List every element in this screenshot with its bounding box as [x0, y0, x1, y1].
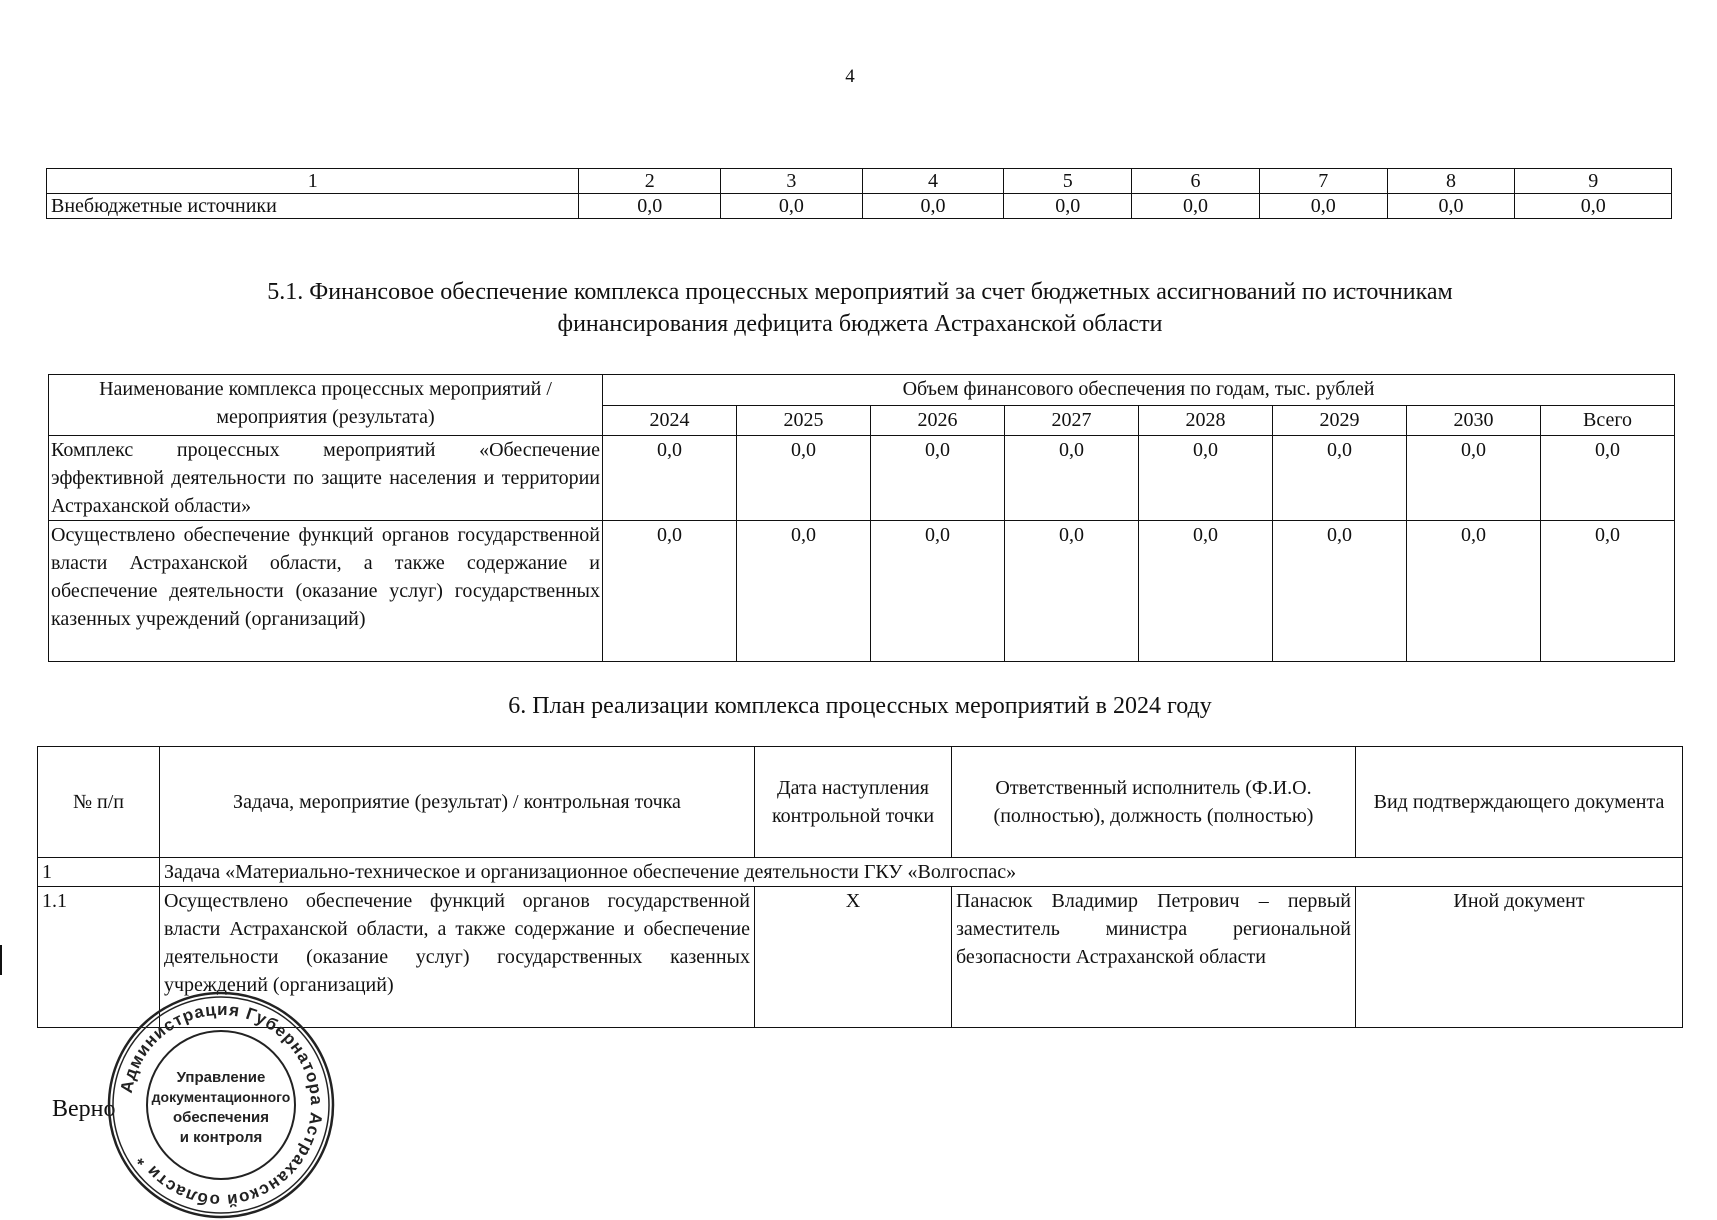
- col-header-volume: Объем финансового обеспечения по годам, тыс. рублей: [603, 375, 1675, 406]
- col-number: 6: [1132, 169, 1260, 194]
- value-cell: 0,0: [1004, 194, 1132, 219]
- stamp-center-line: Управление: [176, 1069, 266, 1086]
- value-cell: 0,0: [1139, 521, 1273, 662]
- table-row: [49, 436, 1675, 521]
- value-cell: 0,0: [1005, 436, 1139, 521]
- col-header-year: 2030: [1407, 405, 1541, 436]
- col-header-year: 2029: [1273, 405, 1407, 436]
- col-header-responsible: Ответственный исполнитель (Ф.И.О. (полностью), должность (полностью): [952, 747, 1356, 858]
- page-number: 4: [845, 66, 855, 87]
- col-number: 9: [1515, 169, 1672, 194]
- item-text: Осуществлено обеспечение функций органов государственной власти Астраханской области, а также содержание и обеспечение деятельности (оказание услуг) государственных казенных учреждений (организаций): [160, 887, 755, 1028]
- stamp-center-line: и контроля: [179, 1129, 263, 1146]
- value-cell: 0,0: [1259, 194, 1387, 219]
- value-cell: 0,0: [1407, 521, 1541, 662]
- col-header-document: Вид подтверждающего документа: [1356, 747, 1683, 858]
- value-cell: 0,0: [862, 194, 1004, 219]
- table-row: [49, 521, 1675, 662]
- col-header-name: Наименование комплекса процессных мероприятий / мероприятия (результата): [49, 375, 603, 436]
- value-cell: 0,0: [871, 436, 1005, 521]
- value-cell: 0,0: [1273, 521, 1407, 662]
- value-cell: 0,0: [1139, 436, 1273, 521]
- col-number: 4: [862, 169, 1004, 194]
- section-5-1-heading: [40, 276, 1680, 340]
- stamp-center-line: обеспечения: [172, 1109, 270, 1126]
- value-cell: 0,0: [737, 521, 871, 662]
- col-header-total: Всего: [1541, 405, 1675, 436]
- value-cell: 0,0: [603, 521, 737, 662]
- stamp-inner-ring: [147, 1031, 295, 1179]
- col-header-number: № п/п: [38, 747, 160, 858]
- item-document: Иной документ: [1356, 887, 1683, 1028]
- row-name: Осуществлено обеспечение функций органов государственной власти Астраханской области, а также содержание и обеспечение деятельности (оказание услуг) государственных казенных учреждений (организаций): [49, 521, 603, 662]
- col-number: 1: [47, 169, 579, 194]
- value-cell: 0,0: [1541, 521, 1675, 662]
- col-header-year: 2028: [1139, 405, 1273, 436]
- section-6-heading: 6. План реализации комплекса процессных мероприятий в 2024 году: [508, 693, 1212, 719]
- task-text: Задача «Материально-техническое и организационное обеспечение деятельности ГКУ «Волгоспас»: [160, 858, 1683, 887]
- col-header-task: Задача, мероприятие (результат) / контрольная точка: [160, 747, 755, 858]
- margin-mark: [0, 945, 2, 975]
- table-header-row: [47, 169, 1672, 194]
- official-stamp: [106, 990, 336, 1220]
- table-continuation: [46, 168, 1672, 219]
- row-name: Комплекс процессных мероприятий «Обеспечение эффективной деятельности по защите населения и территории Астраханской области»: [49, 436, 603, 521]
- value-cell: 0,0: [1132, 194, 1260, 219]
- item-responsible: Панасюк Владимир Петрович – первый заместитель министра региональной безопасности Астраханской области: [952, 887, 1356, 1028]
- col-number: 5: [1004, 169, 1132, 194]
- item-number: 1.1: [38, 887, 160, 1028]
- col-number: 2: [579, 169, 721, 194]
- col-number: 3: [721, 169, 863, 194]
- item-date: X: [755, 887, 952, 1028]
- value-cell: 0,0: [1541, 436, 1675, 521]
- table-plan: [37, 746, 1683, 1028]
- row-label: Внебюджетные источники: [47, 194, 579, 219]
- heading-line: финансирования дефицита бюджета Астраханской области: [557, 311, 1163, 337]
- value-cell: 0,0: [1005, 521, 1139, 662]
- value-cell: 0,0: [737, 436, 871, 521]
- stamp-ring-text: Администрация Губернатора Астраханской области *: [116, 999, 327, 1211]
- stamp-outer-ring-inner: [113, 997, 329, 1213]
- value-cell: 0,0: [1407, 436, 1541, 521]
- col-header-date: Дата наступления контрольной точки: [755, 747, 952, 858]
- col-header-year: 2027: [1005, 405, 1139, 436]
- col-number: 7: [1259, 169, 1387, 194]
- table-header-row: [49, 375, 1675, 406]
- table-financing: [48, 374, 1675, 662]
- task-number: 1: [38, 858, 160, 887]
- value-cell: 0,0: [1273, 436, 1407, 521]
- verno-label: Верно: [52, 1096, 116, 1122]
- value-cell: 0,0: [721, 194, 863, 219]
- col-header-year: 2026: [871, 405, 1005, 436]
- stamp-outer-ring: [109, 993, 333, 1217]
- value-cell: 0,0: [1515, 194, 1672, 219]
- value-cell: 0,0: [579, 194, 721, 219]
- value-cell: 0,0: [1387, 194, 1515, 219]
- heading-line: 5.1. Финансовое обеспечение комплекса процессных мероприятий за счет бюджетных ассигнований по источникам: [267, 279, 1453, 305]
- col-number: 8: [1387, 169, 1515, 194]
- col-header-year: 2025: [737, 405, 871, 436]
- table-header-row: [38, 747, 1683, 858]
- stamp-center-line: документационного: [151, 1089, 291, 1105]
- col-header-year: 2024: [603, 405, 737, 436]
- table-row: [38, 858, 1683, 887]
- table-row: [47, 194, 1672, 219]
- value-cell: 0,0: [871, 521, 1005, 662]
- value-cell: 0,0: [603, 436, 737, 521]
